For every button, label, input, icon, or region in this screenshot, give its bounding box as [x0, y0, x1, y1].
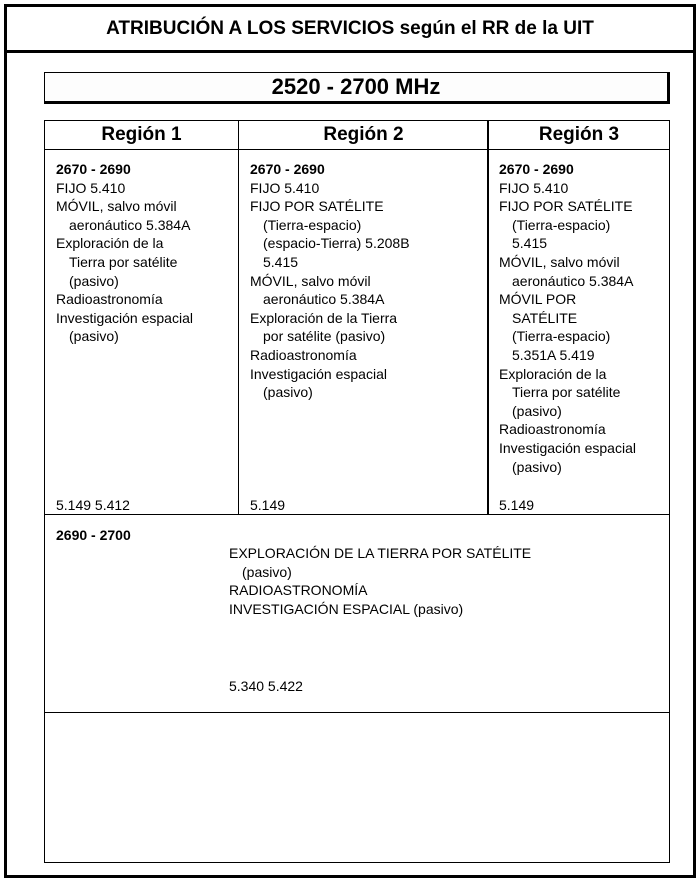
region-3-header: Región 3 — [488, 120, 670, 150]
service-line: Exploración de la — [56, 235, 164, 252]
region-2-cell — [250, 160, 486, 402]
service-line: (pasivo) — [512, 458, 562, 475]
service-line: MÓVIL, salvo móvil — [250, 272, 371, 289]
service-line: SATÉLITE — [512, 309, 578, 326]
service-line: (Tierra-espacio) — [512, 328, 611, 345]
all-regions-footnotes: 5.340 5.422 — [229, 678, 303, 694]
service-line: EXPLORACIÓN DE LA TIERRA POR SATÉLITE — [229, 545, 532, 561]
service-line: (pasivo) — [242, 563, 292, 580]
service-line: FIJO POR SATÉLITE — [250, 198, 384, 215]
band-range: 2670 - 2690 — [56, 161, 131, 177]
service-line: FIJO 5.410 — [250, 179, 320, 196]
frequency-band-label: 2520 - 2700 MHz — [271, 74, 441, 99]
service-line: Radioastronomía — [250, 346, 357, 363]
service-line: Exploración de la — [499, 365, 607, 382]
band-range: 2670 - 2690 — [250, 161, 325, 177]
service-line: FIJO 5.410 — [499, 179, 569, 196]
service-line: (pasivo) — [263, 384, 313, 401]
service-line: Tierra por satélite — [69, 253, 178, 270]
service-line: MÓVIL POR — [499, 291, 577, 308]
service-line: (espacio-Tierra) 5.208B — [263, 235, 410, 252]
region-2-header: Región 2 — [239, 120, 488, 150]
row-divider-2 — [44, 712, 670, 713]
title-bar — [7, 7, 693, 53]
service-line: Tierra por satélite — [512, 384, 621, 401]
service-line: 5.351A 5.419 — [512, 346, 595, 363]
region-1-cell — [56, 160, 236, 346]
service-line: por satélite (pasivo) — [263, 328, 386, 345]
service-line: Investigación espacial — [56, 309, 193, 326]
service-line: Radioastronomía — [56, 291, 163, 308]
service-line: (pasivo) — [512, 402, 562, 419]
region-1-footnotes: 5.149 5.412 — [56, 497, 130, 513]
service-line: aeronáutico 5.384A — [69, 216, 191, 233]
region-3-footnotes: 5.149 — [499, 497, 535, 513]
service-line: INVESTIGACIÓN ESPACIAL (pasivo) — [229, 600, 464, 617]
column-divider-1 — [238, 120, 239, 515]
service-line: (pasivo) — [69, 272, 119, 289]
all-regions-band: 2690 - 2700 — [56, 527, 131, 543]
service-line: Investigación espacial — [250, 365, 387, 382]
service-line: FIJO POR SATÉLITE — [499, 198, 633, 215]
service-line: aeronáutico 5.384A — [263, 291, 385, 308]
service-line: Exploración de la Tierra — [250, 309, 398, 326]
service-line: aeronáutico 5.384A — [512, 272, 634, 289]
service-line: 5.415 — [263, 253, 299, 270]
service-line: MÓVIL, salvo móvil — [56, 198, 177, 215]
service-line: Radioastronomía — [499, 421, 606, 438]
service-line: (Tierra-espacio) — [512, 216, 611, 233]
document-title: ATRIBUCIÓN A LOS SERVICIOS según el RR de la UIT — [106, 17, 594, 39]
row-divider-1 — [44, 514, 670, 515]
region-3-cell — [499, 160, 668, 476]
service-line: RADIOASTRONOMÍA — [229, 582, 368, 599]
service-line: MÓVIL, salvo móvil — [499, 253, 620, 270]
region-1-header: Región 1 — [44, 120, 239, 150]
service-line: FIJO 5.410 — [56, 179, 126, 196]
column-divider-2 — [487, 120, 489, 515]
service-line: 5.415 — [512, 235, 548, 252]
service-line: (pasivo) — [69, 328, 119, 345]
frequency-band-box — [44, 72, 670, 104]
region-2-footnotes: 5.149 — [250, 497, 286, 513]
service-line: (Tierra-espacio) — [263, 216, 362, 233]
band-range: 2670 - 2690 — [499, 161, 574, 177]
all-regions-services — [229, 544, 665, 618]
service-line: Investigación espacial — [499, 439, 636, 456]
